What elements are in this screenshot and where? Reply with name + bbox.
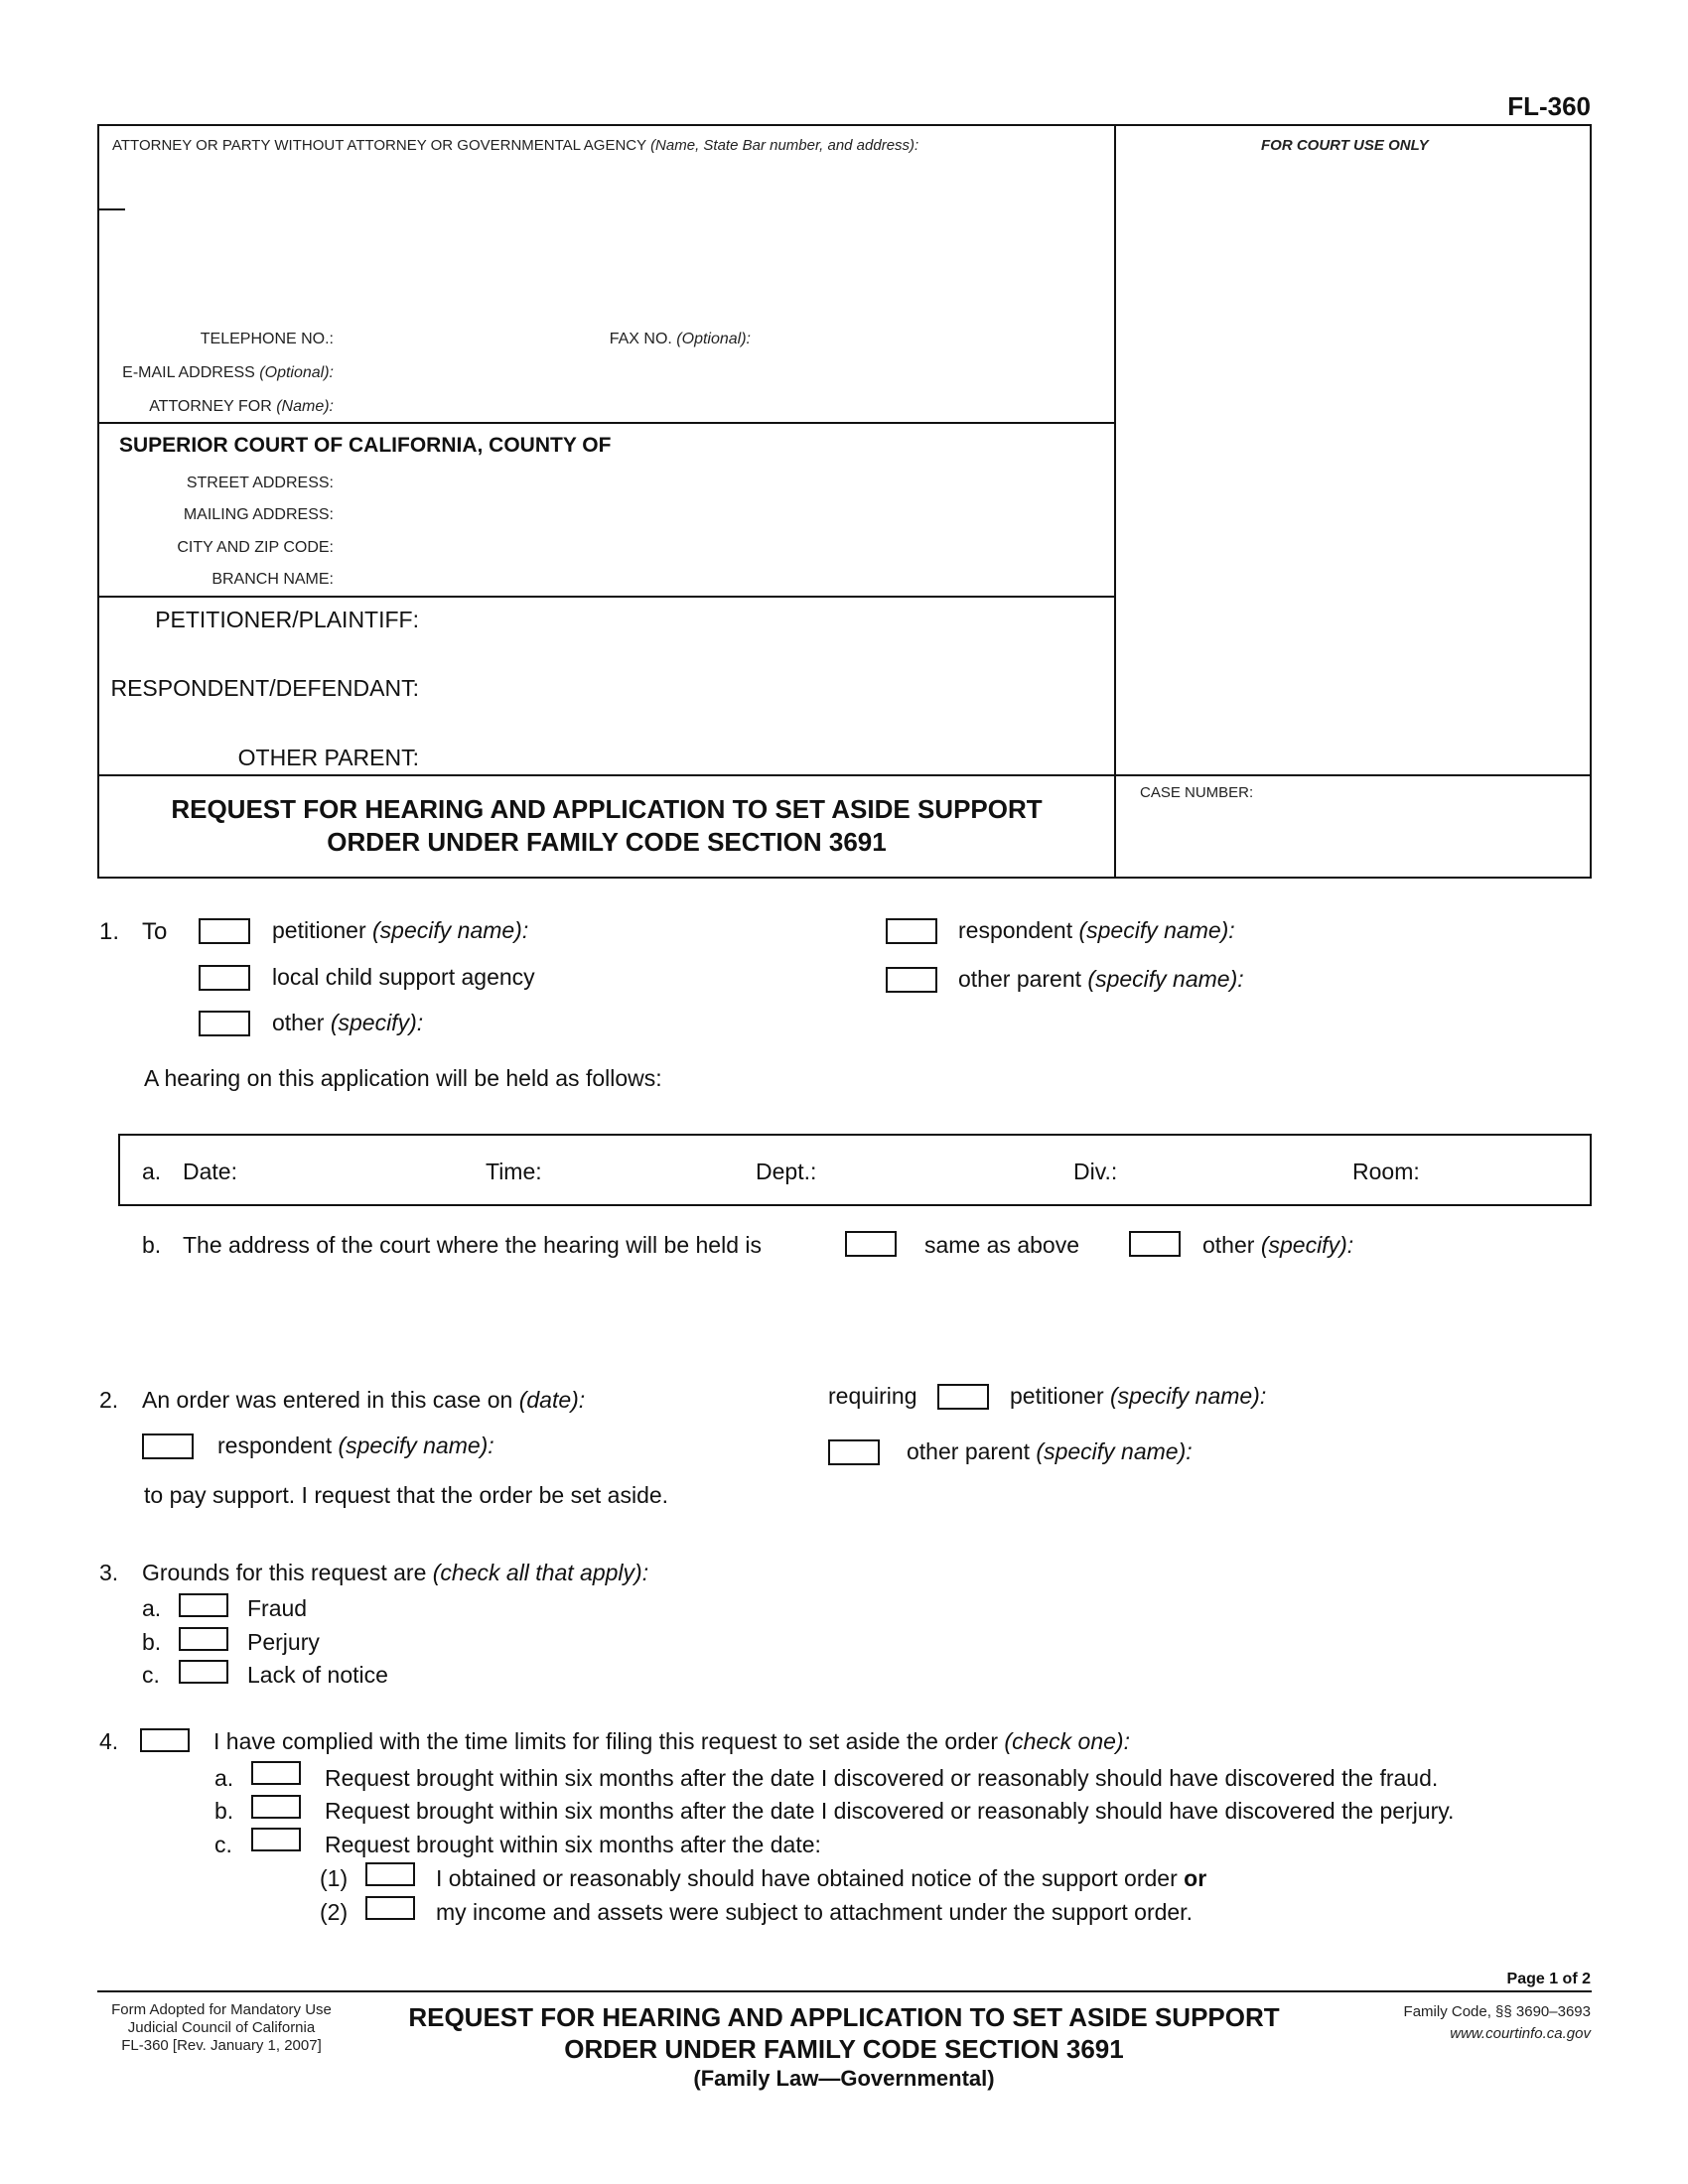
item4-c1-text: I obtained or reasonably should have obtained notice of the support order or — [436, 1865, 1207, 1891]
same-as-above-option: same as above — [924, 1232, 1079, 1258]
header-divider — [1114, 124, 1116, 879]
item4-a-letter: a. — [214, 1765, 234, 1791]
item4-b-checkbox[interactable] — [251, 1795, 301, 1819]
item3-number: 3. — [99, 1560, 119, 1585]
item2-petitioner-option: petitioner (specify name): — [1010, 1383, 1267, 1409]
other-option: other (specify): — [272, 1010, 424, 1035]
fraud-option: Fraud — [247, 1595, 308, 1621]
other-parent-label: OTHER PARENT: — [237, 745, 419, 770]
court-use-label: FOR COURT USE ONLY — [1261, 137, 1429, 154]
petitioner-label: PETITIONER/PLAINTIFF: — [155, 607, 419, 632]
item1-to: To — [142, 918, 168, 945]
complied-text: I have complied with the time limits for filing this request to set aside the order (check one): — [213, 1728, 1130, 1754]
attorney-label: ATTORNEY OR PARTY WITHOUT ATTORNEY OR GOVERNMENTAL AGENCY (Name, State Bar number, and address): — [112, 137, 919, 154]
respondent-option: respondent (specify name): — [958, 917, 1235, 943]
address-text: The address of the court where the hearing will be held is — [183, 1232, 762, 1258]
item4-c-text: Request brought within six months after the date: — [325, 1832, 821, 1857]
same-as-above-checkbox[interactable] — [845, 1231, 897, 1257]
lcsa-checkbox[interactable] — [199, 965, 250, 991]
time-label: Time: — [486, 1159, 542, 1184]
email-label: E-MAIL ADDRESS (Optional): — [122, 364, 334, 381]
item4-b-letter: b. — [214, 1798, 234, 1824]
lack-of-notice-checkbox[interactable] — [179, 1660, 228, 1684]
fraud-checkbox[interactable] — [179, 1593, 228, 1617]
tick-mark — [99, 208, 125, 210]
complied-checkbox[interactable] — [140, 1728, 190, 1752]
footer-references — [1331, 2001, 1591, 2045]
other-parent-option: other parent (specify name): — [958, 966, 1244, 992]
telephone-label: TELEPHONE NO.: — [200, 331, 334, 347]
petitioner-checkbox[interactable] — [199, 918, 250, 944]
item4-number: 4. — [99, 1728, 119, 1754]
form-adopted-info: Form Adopted for Mandatory Use Judicial Council of California FL-360 [Rev. January 1, 2007] — [111, 2001, 332, 2054]
divider-line — [97, 596, 1115, 598]
item4-a-checkbox[interactable] — [251, 1761, 301, 1785]
item4-a-text: Request brought within six months after the date I discovered or reasonably should have discovered the fraud. — [325, 1765, 1439, 1791]
other-address-checkbox[interactable] — [1129, 1231, 1181, 1257]
form-number: FL-360 — [1507, 91, 1591, 121]
mailing-address-label: MAILING ADDRESS: — [183, 506, 334, 523]
form-title: REQUEST FOR HEARING AND APPLICATION TO SET ASIDE SUPPORT ORDER UNDER FAMILY CODE SECTION 3691 — [171, 794, 1043, 857]
item4-c2-text: my income and assets were subject to attachment under the support order. — [436, 1899, 1193, 1925]
attorney-for-label: ATTORNEY FOR (Name): — [149, 398, 334, 415]
page-number: Page 1 of 2 — [1506, 1971, 1591, 1987]
div-label: Div.: — [1073, 1159, 1118, 1184]
petitioner-option: petitioner (specify name): — [272, 917, 529, 943]
item2-other-parent-checkbox[interactable] — [828, 1439, 880, 1465]
divider-line — [97, 774, 1592, 776]
room-label: Room: — [1352, 1159, 1420, 1184]
lack-of-notice-option: Lack of notice — [247, 1662, 388, 1688]
item4-c1-number: (1) — [320, 1865, 349, 1891]
dept-label: Dept.: — [756, 1159, 817, 1184]
branch-name-label: BRANCH NAME: — [211, 571, 334, 588]
street-address-label: STREET ADDRESS: — [186, 475, 334, 491]
item2-petitioner-checkbox[interactable] — [937, 1384, 989, 1410]
case-number-label: CASE NUMBER: — [1140, 784, 1254, 801]
other-address-option: other (specify): — [1202, 1232, 1354, 1258]
requiring-text: requiring — [828, 1383, 917, 1409]
item4-c1-checkbox[interactable] — [365, 1862, 415, 1886]
order-entered-text: An order was entered in this case on (date): — [142, 1387, 586, 1413]
grounds-text: Grounds for this request are (check all that apply): — [142, 1560, 649, 1585]
court-title: SUPERIOR COURT OF CALIFORNIA, COUNTY OF — [119, 434, 612, 457]
other-parent-checkbox[interactable] — [886, 967, 937, 993]
item4-c-letter: c. — [214, 1832, 232, 1857]
item4-c2-checkbox[interactable] — [365, 1896, 415, 1920]
item1-number: 1. — [99, 918, 120, 945]
perjury-letter: b. — [142, 1629, 162, 1655]
hearing-text: A hearing on this application will be held as follows: — [144, 1065, 662, 1091]
other-checkbox[interactable] — [199, 1011, 250, 1036]
respondent-checkbox[interactable] — [886, 918, 937, 944]
divider-line — [97, 422, 1115, 424]
item2-number: 2. — [99, 1387, 119, 1413]
fraud-letter: a. — [142, 1595, 162, 1621]
pay-support-text: to pay support. I request that the order be set aside. — [144, 1482, 669, 1508]
item2-other-parent-option: other parent (specify name): — [907, 1438, 1193, 1464]
lcsa-option: local child support agency — [272, 964, 535, 990]
fax-label: FAX NO. (Optional): — [609, 331, 751, 347]
respondent-label: RESPONDENT/DEFENDANT: — [110, 675, 419, 701]
perjury-option: Perjury — [247, 1629, 320, 1655]
footer-rule — [97, 1990, 1592, 1992]
item4-c2-number: (2) — [320, 1899, 349, 1925]
city-zip-label: CITY AND ZIP CODE: — [177, 539, 334, 556]
footer-title: REQUEST FOR HEARING AND APPLICATION TO SET ASIDE SUPPORT ORDER UNDER FAMILY CODE SECTION 3691 (Family Law—Governmental) — [408, 2002, 1280, 2091]
family-code-reference: Family Code, §§ 3690–3693 — [1403, 2003, 1591, 2020]
item4-b-text: Request brought within six months after the date I discovered or reasonably should have discovered the perjury. — [325, 1798, 1455, 1824]
perjury-checkbox[interactable] — [179, 1627, 228, 1651]
lack-letter: c. — [142, 1662, 160, 1688]
date-label: Date: — [183, 1159, 237, 1184]
court-website[interactable]: www.courtinfo.ca.gov — [1450, 2025, 1591, 2042]
item4-c-checkbox[interactable] — [251, 1828, 301, 1851]
hearing-a: a. — [142, 1159, 162, 1184]
item2-respondent-option: respondent (specify name): — [217, 1433, 494, 1458]
item2-respondent-checkbox[interactable] — [142, 1433, 194, 1459]
hearing-b: b. — [142, 1232, 162, 1258]
